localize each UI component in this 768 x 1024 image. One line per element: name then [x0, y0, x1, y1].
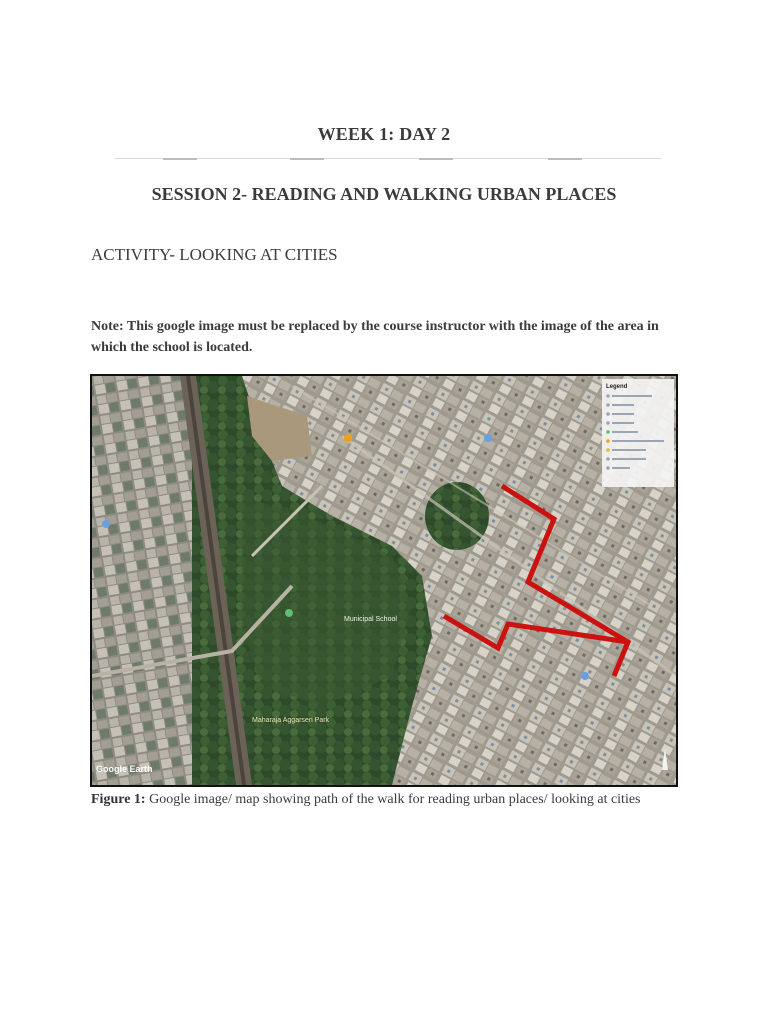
map-marker-icon	[581, 672, 589, 680]
page-heading: WEEK 1: DAY 2	[317, 124, 451, 144]
figure-caption	[91, 792, 641, 808]
legend-title: Legend	[606, 384, 628, 390]
map-marker-icon	[344, 434, 352, 442]
map-marker-icon	[484, 434, 492, 442]
satellite-map-figure	[90, 374, 678, 787]
session-title: SESSION 2- READING AND WALKING URBAN PLACES	[151, 184, 617, 204]
school-label: Municipal School	[344, 616, 397, 623]
park-label: Maharaja Aggarsen Park	[252, 717, 330, 724]
map-legend	[602, 379, 674, 487]
map-marker-icon	[102, 520, 110, 528]
google-earth-watermark: Google Earth	[96, 764, 153, 774]
instructor-note: Note: This google image must be replaced by the course instructor with the image of the area in which the school is located.	[91, 319, 659, 355]
figure-caption-label: Figure 1:	[91, 792, 146, 807]
park-marker-icon	[285, 609, 293, 617]
map-image	[92, 376, 676, 785]
divider	[115, 158, 661, 159]
activity-title: ACTIVITY- LOOKING AT CITIES	[91, 245, 338, 264]
figure-caption-text: Google image/ map showing path of the walk for reading urban places/ looking at cities	[145, 792, 641, 807]
